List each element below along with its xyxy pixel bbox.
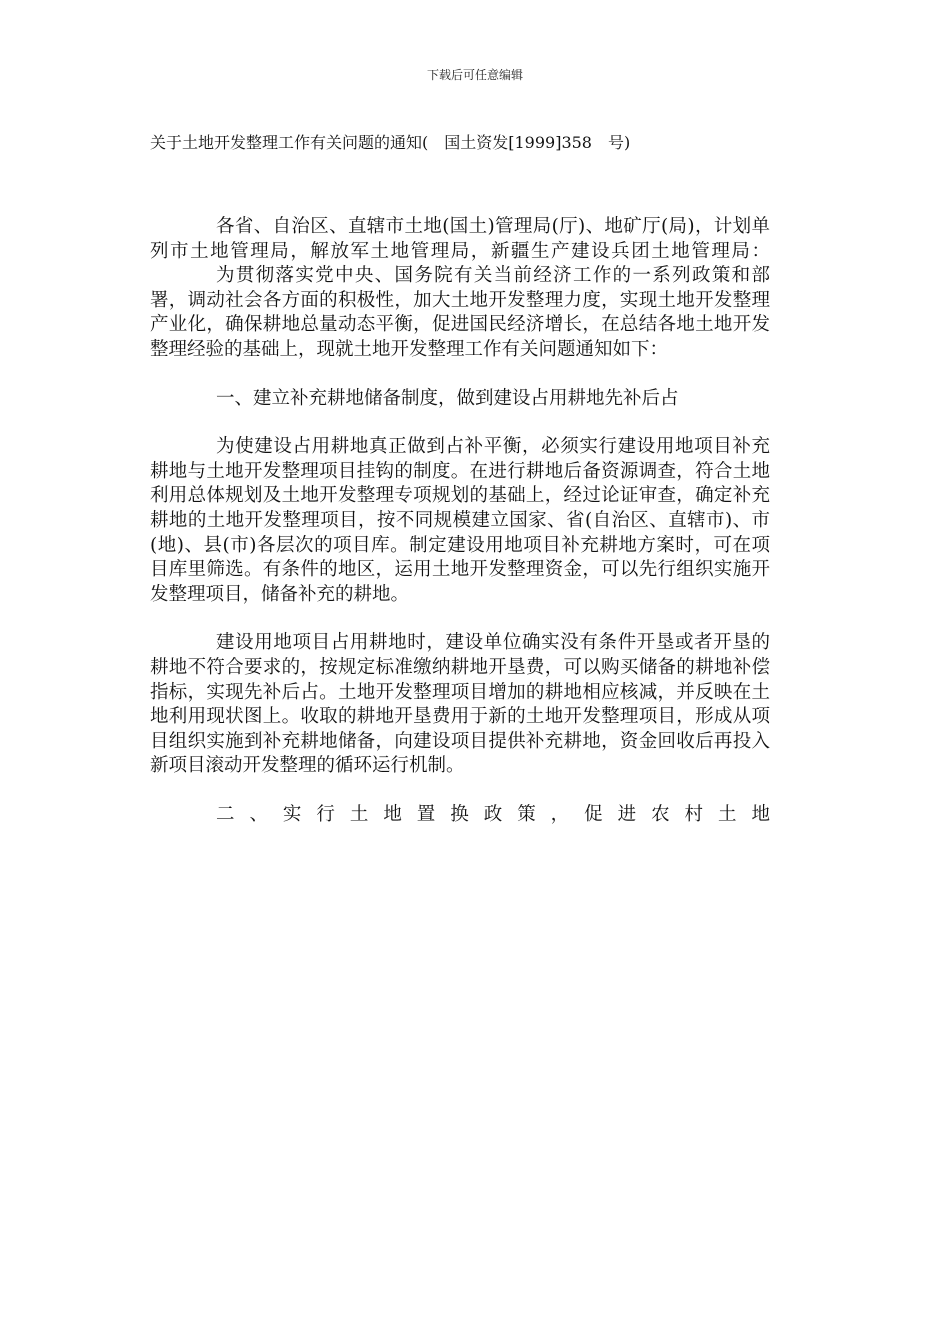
paragraph-addressees: 各省、自治区、直辖市土地(国土)管理局(厅)、地矿厅(局)，计划单列市土地管理局，解放军土地管理局，新疆生产建设兵团土地管理局： [150,216,770,262]
paragraph-section-1-b: 建设用地项目占用耕地时，建设单位确实没有条件开垦或者开垦的耕地不符合要求的，按规定标准缴纳耕地开垦费，可以购买储备的耕地补偿指标，实现先补后占。土地开发整理项目增加的耕地相应核减，并反映在土地利用现状图上。收取的耕地开垦费用于新的土地开发整理项目，形成从项目组织实施到补充耕地储备，向建设项目提供补充耕地，资金回收后再投入新项目滚动开发整理的循环运行机制。 [150,632,770,777]
document-title: 关于土地开发整理工作有关问题的通知( 国土资发[1999]358 号) [150,133,631,152]
paragraph-section-1-a: 为使建设占用耕地真正做到占补平衡，必须实行建设用地项目补充耕地与土地开发整理项目挂钩的制度。在进行耕地后备资源调查，符合土地利用总体规划及土地开发整理专项规划的基础上，经过论证审查，确定补充耕地的土地开发整理项目，按不同规模建立国家、省(自治区、直辖市)、市(地)、县(市)各层次的项目库。制定建设用地项目补充耕地方案时，可在项目库里筛选。有条件的地区，运用土地开发整理资金，可以先行组织实施开发整理项目，储备补充的耕地。 [150,436,770,605]
paragraph-intro: 为贯彻落实党中央、国务院有关当前经济工作的一系列政策和部署，调动社会各方面的积极性，加大土地开发整理力度，实现土地开发整理产业化，确保耕地总量动态平衡，促进国民经济增长，在总结各地土地开发整理经验的基础上，现就土地开发整理工作有关问题通知如下： [150,265,770,360]
page-header: 下载后可任意编辑 [426,68,523,82]
section-heading-2: 二、实行土地置换政策，促进农村土地 [216,803,770,825]
document-body [150,215,770,827]
section-heading-1: 一、建立补充耕地储备制度，做到建设占用耕地先补后占 [216,387,679,409]
